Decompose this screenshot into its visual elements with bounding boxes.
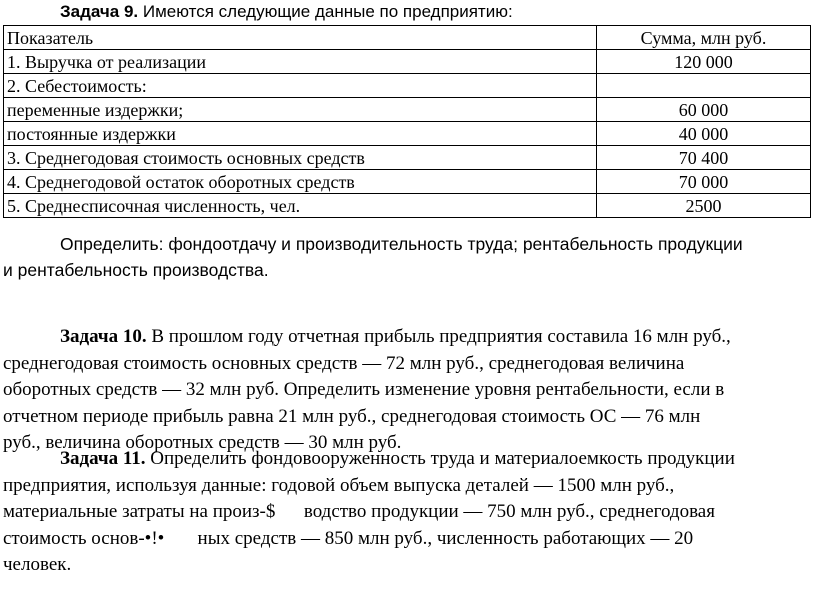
table-row <box>4 122 811 146</box>
task9-question <box>3 231 815 283</box>
task10-line: среднегодовая стоимость основных средств — 72 млн руб., среднегодовая величина <box>3 352 685 374</box>
row-value-cell: 60 000 <box>597 98 811 122</box>
task11-line: предприятия, используя данные: годовой объем выпуска деталей — 1500 млн руб., <box>3 474 675 496</box>
task11-line: Определить фондовооруженность труда и материалоемкость продукции <box>150 448 735 469</box>
row-value-cell: 40 000 <box>597 122 811 146</box>
table-row <box>4 50 811 74</box>
row-name-cell: 5. Среднесписочная численность, чел. <box>4 194 597 218</box>
table-row <box>4 74 811 98</box>
row-name-cell: постоянные издержки <box>4 122 597 146</box>
task10-line: В прошлом году отчетная прибыль предприятия составила 16 млн руб., <box>151 326 731 347</box>
task10-paragraph <box>3 324 815 457</box>
task11-label: Задача 11. <box>60 448 146 469</box>
header-value-cell: Сумма, млн руб. <box>597 26 811 50</box>
task11-paragraph <box>3 446 815 579</box>
row-name-cell: 1. Выручка от реализации <box>4 50 597 74</box>
task10-label: Задача 10. <box>60 326 147 347</box>
row-value-cell: 120 000 <box>597 50 811 74</box>
task9-intro: Имеются следующие данные по предприятию: <box>142 2 513 21</box>
task9-question-line: и рентабельность производства. <box>3 260 269 280</box>
row-value-cell: 70 400 <box>597 146 811 170</box>
indicators-table <box>3 25 811 218</box>
task9-label: Задача 9. <box>60 2 139 21</box>
task9-heading <box>60 2 513 22</box>
row-name-cell: переменные издержки; <box>4 98 597 122</box>
task11-line: стоимость основ-•!• ных средств — 850 млн руб., численность работающих — 20 <box>3 527 694 549</box>
row-value-cell: 70 000 <box>597 170 811 194</box>
table-row <box>4 194 811 218</box>
table-header-row <box>4 26 811 50</box>
row-name-cell: 4. Среднегодовой остаток оборотных средств <box>4 170 597 194</box>
row-name-cell: 3. Среднегодовая стоимость основных средств <box>4 146 597 170</box>
task10-line: отчетном периоде прибыль равна 21 млн руб., среднегодовая стоимость ОС — 76 млн <box>3 405 701 427</box>
row-value-cell: 2500 <box>597 194 811 218</box>
table-row <box>4 98 811 122</box>
task11-line: человек. <box>3 554 72 575</box>
row-name-cell: 2. Себестоимость: <box>4 74 597 98</box>
row-value-cell <box>597 74 811 98</box>
task11-line: материальные затраты на произ-$ водство продукции — 750 млн руб., среднегодовая <box>3 501 715 522</box>
task10-line: руб., величина оборотных средств — 30 млн руб. <box>3 432 402 453</box>
table-row <box>4 146 811 170</box>
table-row <box>4 170 811 194</box>
task9-question-line: Определить: фондоотдачу и производительность труда; рентабельность продукции <box>60 234 743 254</box>
header-name-cell: Показатель <box>4 26 597 50</box>
task10-line: оборотных средств — 32 млн руб. Определить изменение уровня рентабельности, если в <box>3 379 725 400</box>
